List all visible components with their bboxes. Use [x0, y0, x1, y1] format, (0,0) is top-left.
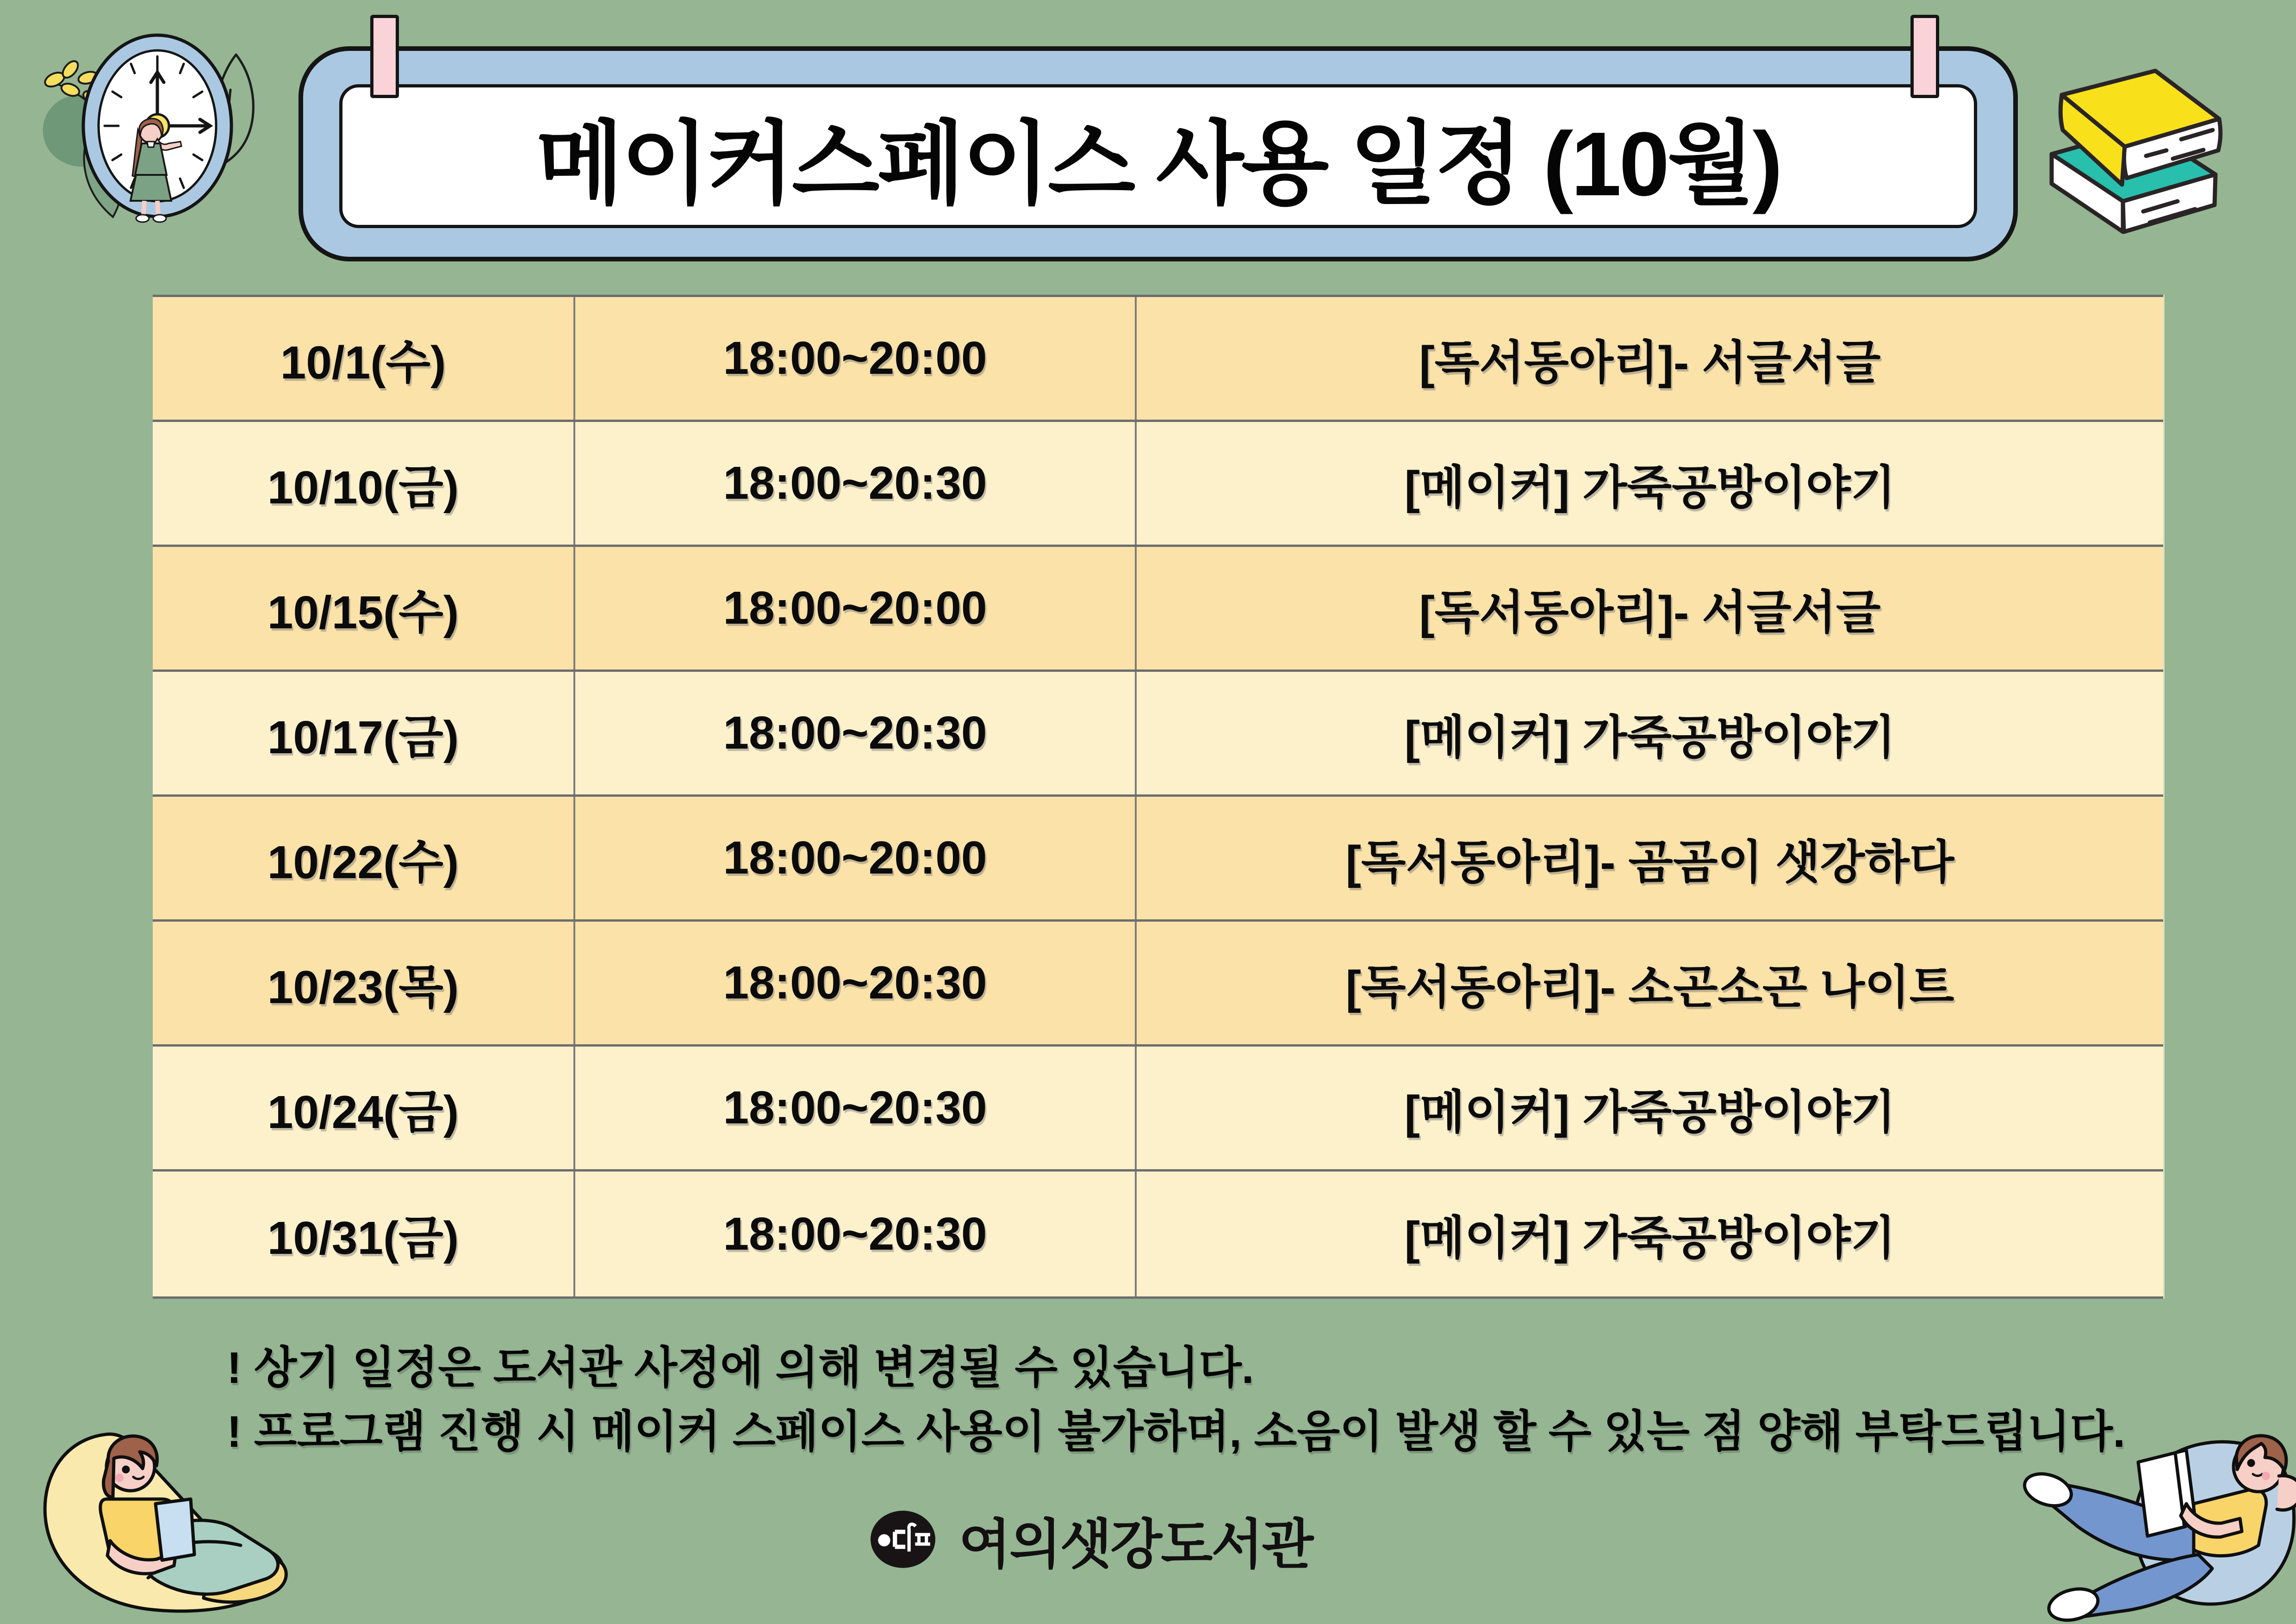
table-row	[153, 1047, 2163, 1172]
program-cell: [독서동아리]- 곰곰이 샛강하다	[1137, 797, 2163, 919]
date-cell: 10/23(목)	[153, 922, 575, 1044]
note-line-2: ! 프로그램 진행 시 메이커 스페이스 사용이 불가하며, 소음이 발생 할 수 있는 점 양해 부탁드립니다.	[227, 1407, 2126, 1457]
program-cell: [독서동아리]- 서글서글	[1137, 547, 2163, 669]
library-logo-icon	[870, 1510, 936, 1568]
time-cell: 18:00~20:30	[575, 922, 1137, 1044]
reader-right-illustration	[1999, 1393, 2296, 1624]
date-cell: 10/22(수)	[153, 797, 575, 919]
time-cell: 18:00~20:30	[575, 422, 1137, 545]
table-row	[153, 922, 2163, 1047]
yellow-leaf	[60, 81, 81, 98]
date-cell: 10/10(금)	[153, 422, 575, 545]
tape-left	[370, 15, 399, 98]
table-row	[153, 422, 2163, 547]
date-cell: 10/1(수)	[153, 297, 575, 420]
title-banner	[299, 46, 2018, 261]
time-cell: 18:00~20:30	[575, 1172, 1137, 1296]
clock-illustration	[19, 10, 278, 228]
library-name: 여의샛강도서관	[959, 1514, 1313, 1574]
program-cell: [독서동아리]- 서글서글	[1137, 297, 2163, 420]
date-cell: 10/31(금)	[153, 1172, 575, 1296]
time-cell: 18:00~20:00	[575, 297, 1137, 420]
reader-left-illustration	[9, 1407, 296, 1624]
program-cell: [메이커] 가죽공방이야기	[1137, 1047, 2163, 1169]
program-cell: [메이커] 가죽공방이야기	[1137, 422, 2163, 545]
program-cell: [독서동아리]- 소곤소곤 나이트	[1137, 922, 2163, 1044]
table-row	[153, 297, 2163, 422]
books-illustration	[2034, 49, 2252, 238]
poster-title: 메이커스페이스 사용 일정 (10월)	[536, 113, 1780, 215]
tape-right	[1910, 15, 1939, 98]
time-cell: 18:00~20:00	[575, 547, 1137, 669]
date-cell: 10/15(수)	[153, 547, 575, 669]
note-line-1: ! 상기 일정은 도서관 사정에 의해 변경될 수 있습니다.	[227, 1343, 1254, 1393]
time-cell: 18:00~20:30	[575, 672, 1137, 794]
table-row	[153, 672, 2163, 797]
schedule-table	[153, 295, 2163, 1299]
table-row	[153, 547, 2163, 672]
date-cell: 10/17(금)	[153, 672, 575, 794]
date-cell: 10/24(금)	[153, 1047, 575, 1169]
time-cell: 18:00~20:30	[575, 1047, 1137, 1169]
time-cell: 18:00~20:00	[575, 797, 1137, 919]
program-cell: [메이커] 가죽공방이야기	[1137, 1172, 2163, 1296]
table-row	[153, 797, 2163, 922]
title-panel	[339, 84, 1977, 228]
program-cell: [메이커] 가죽공방이야기	[1137, 672, 2163, 794]
table-row	[153, 1172, 2163, 1296]
